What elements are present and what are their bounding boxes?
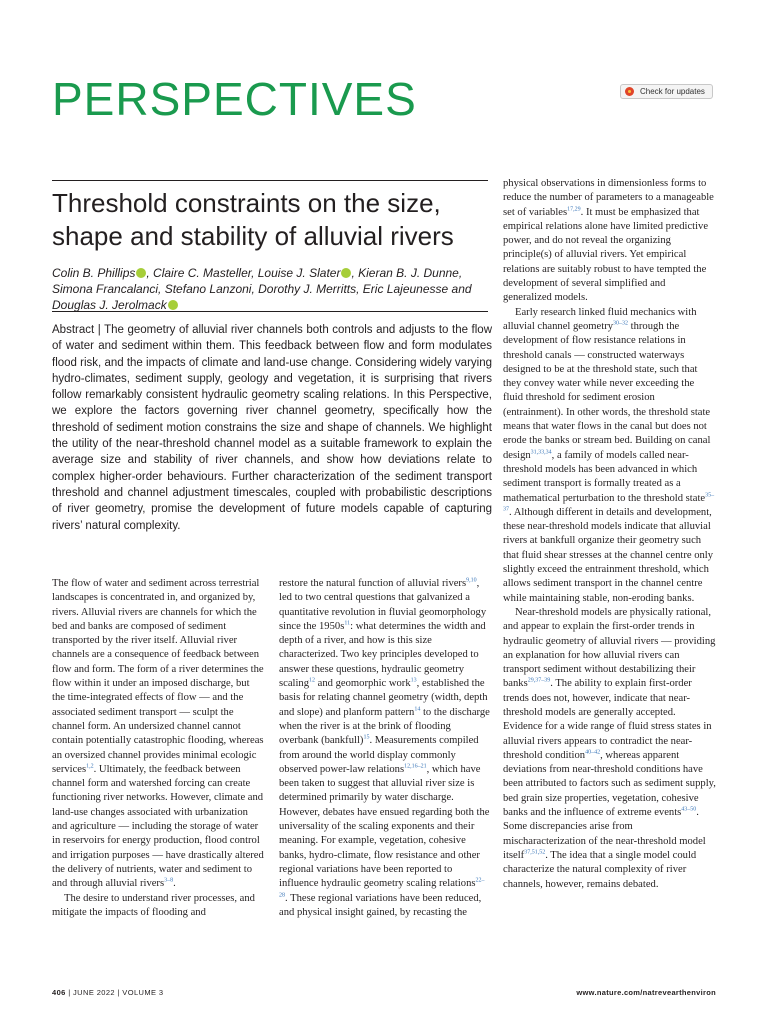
paragraph	[279, 577, 491, 920]
check-for-updates-button[interactable]	[620, 84, 713, 99]
text: , established the basis for relating channel geometry (width, depth and slope) and planform pattern	[279, 678, 488, 718]
text: Early research linked fluid mechanics with alluvial channel geometry	[503, 306, 697, 332]
paragraph: The desire to understand river processes, and mitigate the impacts of flooding and	[52, 892, 255, 918]
page-footer-info	[52, 988, 163, 997]
text: . It must be emphasized that empirical relations alone have limited predictive power, and do not reveal the organizing principle(s) of alluvial rivers. Yet empirical relations are suitably robust to have tempted the development of several simplified and generalized models.	[503, 206, 709, 304]
text: physical observations in dimensionless forms to reduce the number of parameters to a manageable set of variables	[503, 178, 714, 218]
text: : what determines the width and depth of a river, and how is this size characterized. Two key principles developed to answer these questions, hydraulic geometry scaling	[279, 620, 486, 690]
issue-info: | JUNE 2022 | VOLUME 3	[65, 988, 164, 997]
citation-link[interactable]: 9,10	[466, 577, 477, 584]
page-number: 406	[52, 988, 66, 997]
article-title: Threshold constraints on the size, shape and stability of alluvial rivers	[52, 188, 454, 251]
text: .	[173, 878, 176, 890]
text: and geomorphic work	[315, 678, 411, 690]
orcid-icon[interactable]	[168, 300, 178, 310]
text: The flow of water and sediment across terrestrial landscapes is concentrated in, and organized by, rivers. Alluvial rivers are channels for which the bed and banks are composed of sediment transported by the river itself. Alluvial river channels are a consequence of feedback between flow and form. The form of a river determines the flow within it under an imposed discharge, but the time-integrated effects of flow — and the associated sediment transport — sculpt the channel form. An undersized channel cannot contain potentially catastrophic flooding, whereas an oversized channel provides minimal ecologic services	[52, 578, 264, 775]
text: . The idea that a single model could characterize the natural complexity of river channels, however, remains debated.	[503, 849, 697, 890]
citation-link[interactable]: 17,29	[567, 206, 581, 213]
citation-link[interactable]: 14	[414, 706, 421, 713]
author-text: , Kieran B. J. Dunne, Simona Francalanci, Stefano Lanzoni, Dorothy J. Merritts, Eric Lajeunesse and Douglas J. Jerolmack	[52, 266, 472, 312]
citation-link[interactable]: 22–28	[279, 877, 485, 898]
body-column-3	[503, 177, 716, 892]
text: through the development of flow resistance relations in threshold canals — constructed waterways designed to be at the threshold state, such that they convey water while never exceeding the fluid threshold for sediment erosion (entrainment). In other words, the threshold state means that water flows in the canal but does not erode the banks or stream bed. Building on canal design	[503, 320, 711, 461]
text: . Ultimately, the feedback between channel form and watershed forcing can create functioning river networks. However, climate and land-use changes associated with urbanization and agriculture — including the storage of water in reservoirs for energy production, flood control and irrigation purposes — have drastically altered the delivery of nutrients, water and sediment to and through alluvial rivers	[52, 763, 264, 890]
citation-link[interactable]: 35–37	[503, 492, 715, 513]
author-text: Colin B. Phillips	[52, 266, 136, 280]
paragraph	[52, 577, 264, 892]
citation-link[interactable]: 37,51,52	[524, 849, 546, 856]
text: restore the natural function of alluvial rivers	[279, 578, 467, 589]
text: to the discharge when the river is at the brink of flooding overbank (bankfull)	[279, 706, 490, 747]
citation-link[interactable]: 13	[410, 677, 417, 684]
citation-link[interactable]: 1,2	[86, 763, 94, 770]
paragraph	[503, 306, 716, 606]
citation-link[interactable]: 3–8	[164, 877, 174, 884]
authors-rule	[52, 311, 488, 312]
text: . Some discrepancies arise from mischaracterization of the near-threshold model itself	[503, 807, 706, 861]
citation-link[interactable]: 15	[363, 734, 370, 741]
citation-link[interactable]: 40–42	[585, 749, 601, 756]
citation-link[interactable]: 12	[309, 677, 316, 684]
text: Near-threshold models are physically rational, and appear to explain the first-order trends in hydraulic geometry of alluvial rivers — providing an explanation for how alluvial rivers can transport sediment without destabilizing their banks	[503, 606, 716, 690]
author-list	[52, 265, 492, 313]
paragraph	[503, 177, 716, 306]
body-column-1	[52, 577, 264, 920]
text: , which have been taken to suggest that alluvial river size is determined primarily by water discharge. However, debates have ensued regarding both the universality of the scaling exponents and their meaning. For example, vegetation, cohesive banks, hydro-climate, flow resistance and other regional variations have been reported to influence hydraulic geometry scaling relations	[279, 763, 490, 890]
citation-link[interactable]: 12,16–21	[404, 763, 427, 770]
check-updates-icon	[625, 87, 634, 96]
section-heading: PERSPECTIVES	[52, 73, 417, 125]
text: , led to two central questions that galvanized a quantitative revolution in fluvial geomorphology since the 1950s	[279, 578, 487, 632]
abstract: Abstract | The geometry of alluvial river channels both controls and adjusts to the flow of water and sediment within them. This feedback between flow and form modulates flood risk, and the impacts of climate and land-use change. Considering widely varying hydro-climates, sediment supply, geology and vegetation, it is surprising that rivers follow remarkably consistent hydraulic geometry scaling relations. In this Perspective, we explore the factors governing river channel geometry, specifically how the threshold of sediment motion constrains the size and shape of channels. We highlight the utility of the near-threshold channel model as a suitable framework to explain the average size and stability of river channels, and show how deviations relate to complex higher-order behaviours. Further characterization of the sediment transport threshold and channel adjustment timescales, coupled with probabilistic descriptions of river geometry, promise the development of future models capable of capturing rivers’ natural complexity.	[52, 324, 492, 532]
text: . Measurements compiled from around the world display commonly observed power-law relations	[279, 735, 479, 775]
orcid-icon[interactable]	[341, 268, 351, 278]
citation-link[interactable]: 11	[344, 620, 351, 627]
journal-url-link[interactable]: www.nature.com/natrevearthenviron	[576, 988, 716, 997]
title-top-rule	[52, 180, 488, 181]
text: . The ability to explain first-order trends does not, however, indicate that near-threshold models are generally accepted. Evidence for a wide range of fluid stress states in alluvial rivers appears to contradict the near-threshold condition	[503, 678, 712, 761]
citation-link[interactable]: 43–50	[681, 806, 697, 813]
citation-link[interactable]: 29,37–39	[527, 677, 551, 684]
body-column-2	[279, 577, 491, 920]
text: , a family of models called near-threshold models has been advanced in which sediment transport is formally treated as a mathematical perturbation to the threshold state	[503, 449, 706, 504]
check-updates-label: Check for updates	[640, 87, 705, 96]
orcid-icon[interactable]	[136, 268, 146, 278]
text: . Although different in details and development, these near-threshold models indicate that alluvial rivers at bankfull organize their geometry such that fluid shear stresses at the channel centre only slightly exceed the entrainment threshold, which allows sediment transport in the channel centre while maintaining stable, non-eroding banks.	[503, 506, 714, 604]
text: . These regional variations have been reduced, and physical insight gained, by recasting the	[279, 892, 482, 918]
author-text: , Claire C. Masteller, Louise J. Slater	[146, 266, 341, 280]
citation-link[interactable]: 31,33,34	[530, 449, 552, 456]
paragraph	[503, 606, 716, 892]
citation-link[interactable]: 30–32	[613, 320, 629, 327]
text: , whereas apparent deviations from near-threshold conditions have been attributed to factors such as sediment supply, bed grain size properties, vegetation, cohesive banks and the influence of extreme events	[503, 749, 716, 819]
